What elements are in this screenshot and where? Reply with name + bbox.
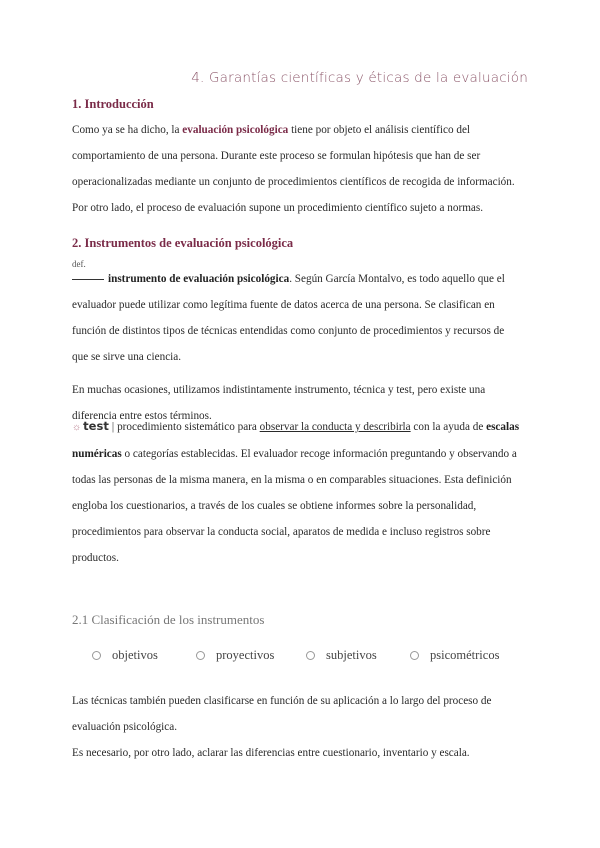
- category-item: [306, 648, 377, 663]
- separator: |: [111, 421, 115, 433]
- circle-icon: [410, 651, 419, 660]
- section-2-heading: 2. Instrumentos de evaluación psicológica: [72, 236, 294, 250]
- test-text-pre: procedimiento sistemático para: [117, 421, 260, 433]
- section-2-1-heading: 2.1 Clasificación de los instrumentos: [72, 612, 265, 627]
- test-underlined: observar la conducta y describirla: [259, 421, 411, 433]
- definition-paragraph: [72, 266, 522, 370]
- test-text-mid: con la ayuda de: [410, 421, 487, 433]
- terms-paragraph: En muchas ocasiones, utilizamos indistintamente instrumento, técnica y test, pero existe una diferencia entre estos términos.: [72, 384, 486, 422]
- category-item: [410, 648, 499, 663]
- test-definition-paragraph: [72, 413, 522, 571]
- circle-icon: [196, 651, 205, 660]
- intro-emphasis: evaluación psicológica: [182, 124, 289, 136]
- category-list: [92, 648, 532, 668]
- test-term: test: [83, 419, 109, 433]
- definition-text: . Según García Montalvo, es todo aquello que el evaluador puede utilizar como legítima fuente de datos acerca de una persona. Se clasifican en función de distintos tipos de técnicas entendidas como conjunto de procedimientos y recursos de que se sirve una ciencia.: [72, 273, 505, 363]
- intro-text-pre: Como ya se ha dicho, la: [72, 124, 183, 136]
- classification-paragraph: Las técnicas también pueden clasificarse en función de su aplicación a lo largo del proceso de evaluación psicológica.: [72, 695, 492, 733]
- definition-label: def.: [72, 259, 86, 269]
- circle-icon: [306, 651, 315, 660]
- sun-icon: ☼: [72, 422, 82, 433]
- differences-paragraph: Es necesario, por otro lado, aclarar las diferencias entre cuestionario, inventario y escala.: [72, 747, 470, 759]
- intro-text-post: tiene por objeto el análisis científico del comportamiento de una persona. Durante este proceso se formulan hipótesis que han de ser operacionalizadas mediante un conjunto de procedimientos científicos de recogida de información. Por otro lado, el proceso de evaluación supone un procedimiento científico sujeto a normas.: [72, 124, 515, 214]
- page-header-title: 4. Garantías científicas y éticas de la evaluación: [191, 70, 528, 86]
- category-item: [196, 648, 274, 663]
- category-label: proyectivos: [216, 648, 275, 662]
- circle-icon: [92, 651, 101, 660]
- test-text-post: o categorías establecidas. El evaluador recoge información preguntando y observando a todas las personas de la misma manera, en la misma o en comparables situaciones. Esta definición engloba los cuestionarios, a través de los cuales se obtiene informes sobre la personalidad, procedimientos para observar la conducta social, aparatos de medida e incluso registros sobre productos.: [72, 448, 517, 564]
- category-label: psicométricos: [430, 648, 500, 662]
- definition-line: [72, 279, 104, 280]
- section-1-heading: 1. Introducción: [72, 97, 154, 111]
- intro-paragraph: [72, 117, 522, 221]
- definition-term: instrumento de evaluación psicológica: [108, 273, 290, 285]
- category-label: subjetivos: [326, 648, 377, 662]
- category-item: [92, 648, 158, 663]
- category-label: objetivos: [112, 648, 158, 662]
- test-bold: escalas numéricas: [72, 421, 520, 460]
